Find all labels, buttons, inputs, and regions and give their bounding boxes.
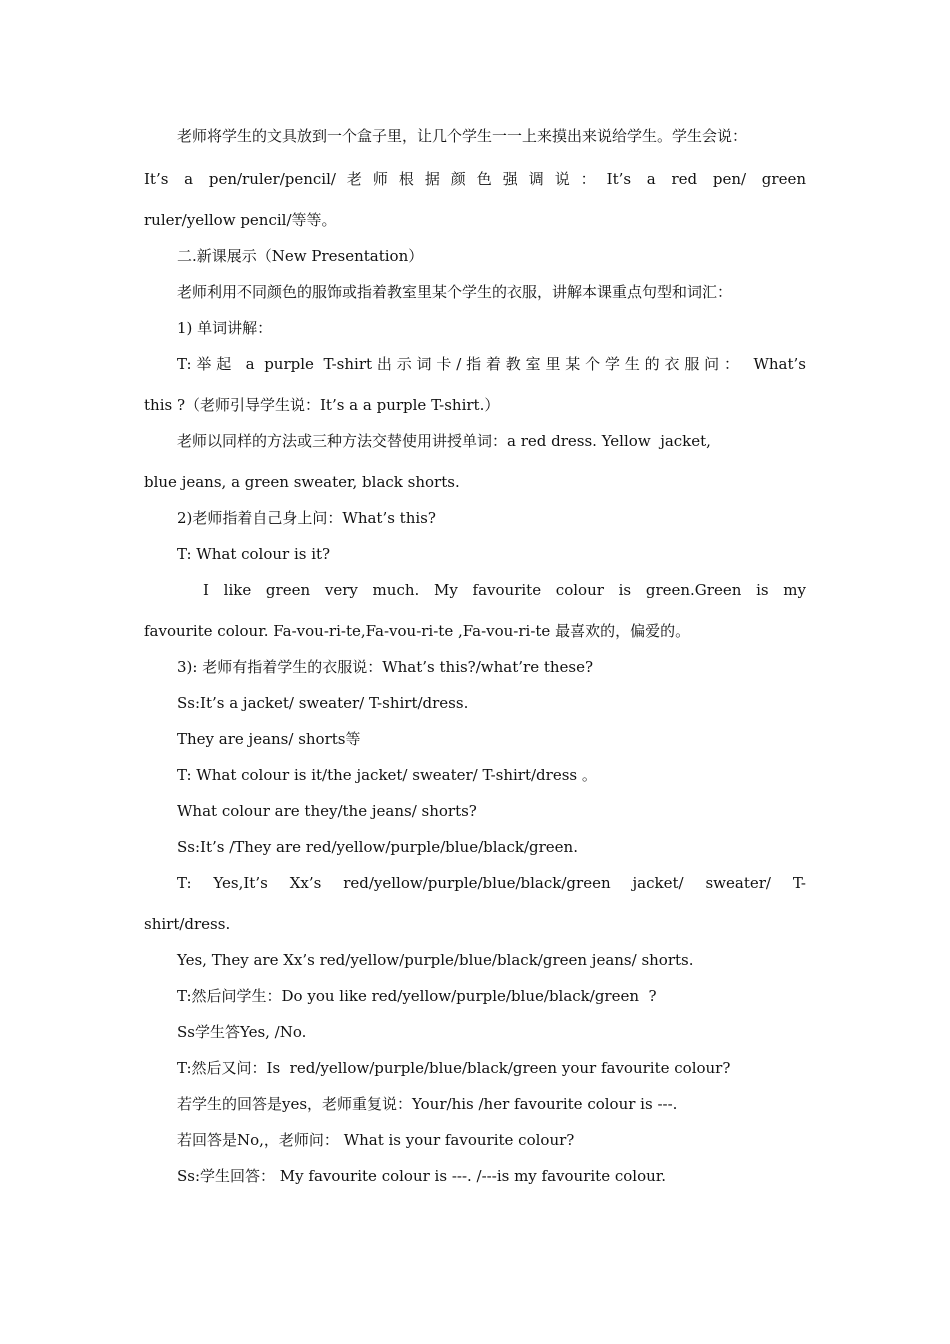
text-line: It’s a pen/ruler/pencil/老师根据颜色强调说：It’s a red pen/ green: [144, 170, 806, 188]
text-line: I like green very much. My favourite colour is green.Green is my: [203, 581, 806, 599]
text-line: 1) 单词讲解：: [177, 319, 273, 337]
text-line: They are jeans/ shorts等: [177, 730, 361, 748]
text-line: 2)老师指着自己身上问：What’s this?: [177, 509, 436, 527]
text-line: T:然后问学生：Do you like red/yellow/purple/blue/black/green ?: [177, 987, 657, 1005]
text-line: 若学生的回答是yes，老师重复说：Your/his /her favourite colour is ---.: [177, 1095, 678, 1113]
text-line: 若回答是No,，老师问： What is your favourite colour?: [177, 1131, 575, 1149]
text-line: T: What colour is it/the jacket/ sweater/ T-shirt/dress 。: [177, 766, 597, 784]
text-line: 3): 老师有指着学生的衣服说：What’s this?/what’re these?: [177, 658, 594, 676]
text-line: Ss学生答Yes, /No.: [177, 1023, 307, 1041]
section-heading: 二.新课展示（New Presentation）: [177, 247, 424, 265]
text-line: 老师将学生的文具放到一个盒子里，让几个学生一一上来摸出来说给学生。学生会说：: [177, 127, 748, 145]
text-line: this ?（老师引导学生说：It’s a a purple T-shirt.）: [144, 396, 500, 414]
text-line: Yes, They are Xx’s red/yellow/purple/blue/black/green jeans/ shorts.: [177, 951, 694, 969]
text-line: What colour are they/the jeans/ shorts?: [177, 802, 477, 820]
text-line: T: What colour is it?: [177, 545, 331, 563]
text-line: favourite colour. Fa-vou-ri-te,Fa-vou-ri-te ,Fa-vou-ri-te 最喜欢的，偏爱的。: [144, 622, 691, 640]
text-line: Ss:It’s a jacket/ sweater/ T-shirt/dress.: [177, 694, 469, 712]
text-line: 老师利用不同颜色的服饰或指着教室里某个学生的衣服，讲解本课重点句型和词汇：: [177, 283, 733, 301]
text-line: T:举起 a purple T-shirt出示词卡/指着教室里某个学生的衣服问： What’s: [177, 355, 806, 373]
text-line: T: Yes,It’s Xx’s red/yellow/purple/blue/black/green jacket/ sweater/ T-: [177, 874, 806, 892]
text-line: blue jeans, a green sweater, black shorts.: [144, 473, 460, 491]
text-line: shirt/dress.: [144, 915, 231, 933]
text-line: Ss:It’s /They are red/yellow/purple/blue/black/green.: [177, 838, 578, 856]
text-line: Ss:学生回答： My favourite colour is ---. /---is my favourite colour.: [177, 1167, 667, 1185]
text-line: 老师以同样的方法或三种方法交替使用讲授单词：a red dress. Yellow jacket,: [177, 432, 711, 450]
text-line: T:然后又问：Is red/yellow/purple/blue/black/green your favourite colour?: [177, 1059, 731, 1077]
text-line: ruler/yellow pencil/等等。: [144, 211, 337, 229]
